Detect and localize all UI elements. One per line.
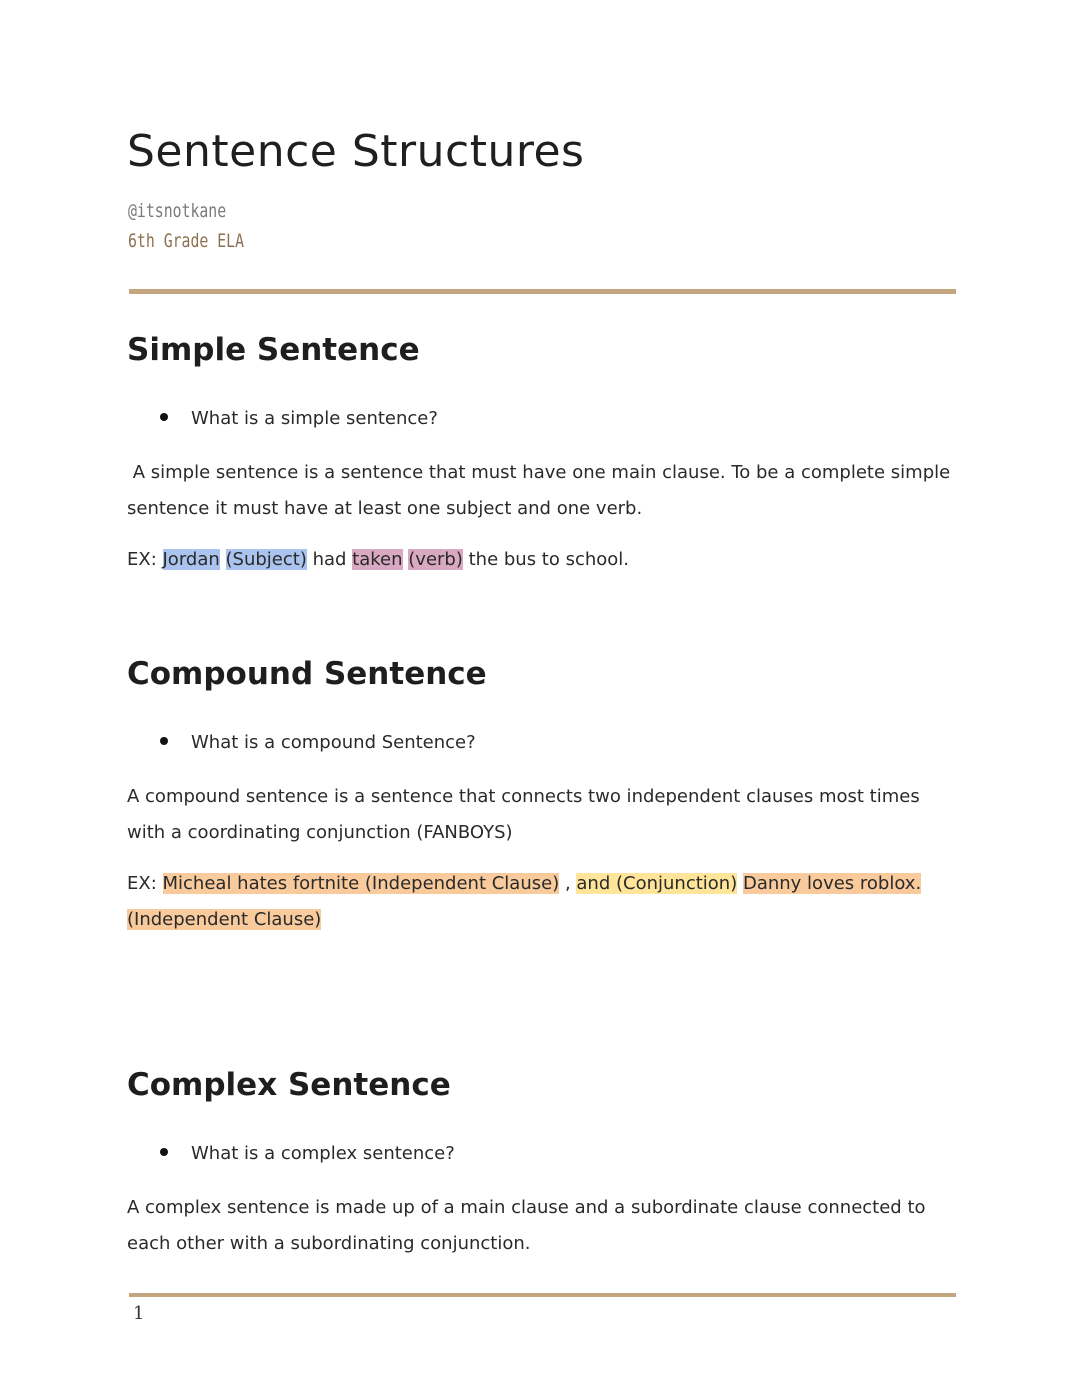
complex-definition — [127, 1190, 957, 1262]
independent-clause-2-label-highlight: (Independent Clause) — [127, 909, 322, 930]
compound-definition-line1: A compound sentence is a sentence that connects two independent clauses most times — [127, 786, 920, 807]
compound-example — [127, 866, 957, 938]
complex-definition-line2: each other with a subordinating conjunction. — [127, 1233, 531, 1254]
complex-question: What is a complex sentence? — [191, 1143, 455, 1164]
author-handle: @itsnotkane — [128, 200, 227, 222]
example-prefix: EX: — [127, 549, 163, 570]
subject-label-highlight: (Subject) — [225, 549, 307, 570]
bullet-icon — [160, 737, 168, 745]
simple-question: What is a simple sentence? — [191, 408, 438, 429]
independent-clause-2-highlight: Danny loves roblox. — [742, 873, 922, 894]
subject-highlight: Jordan — [162, 549, 220, 570]
page-number: 1 — [133, 1303, 145, 1324]
example-comma: , — [559, 873, 577, 894]
simple-definition — [127, 455, 957, 527]
document-title: Sentence Structures — [127, 126, 585, 177]
independent-clause-1-highlight: Micheal hates fortnite (Independent Clause) — [162, 873, 560, 894]
compound-question: What is a compound Sentence? — [191, 732, 476, 753]
compound-definition-line2: with a coordinating conjunction (FANBOYS) — [127, 822, 513, 843]
example-rest: the bus to school. — [462, 549, 630, 570]
simple-example — [127, 542, 957, 578]
simple-definition-line1: A simple sentence is a sentence that must have one main clause. To be a complete simple — [127, 462, 951, 483]
top-divider — [129, 289, 956, 294]
simple-definition-line2: sentence it must have at least one subject and one verb. — [127, 498, 643, 519]
course-label: 6th Grade ELA — [128, 230, 245, 252]
compound-question-bullet — [160, 732, 476, 753]
verb-label-highlight: (verb) — [408, 549, 463, 570]
compound-sentence-heading: Compound Sentence — [127, 656, 487, 692]
verb-highlight: taken — [352, 549, 403, 570]
simple-sentence-heading: Simple Sentence — [127, 332, 420, 368]
compound-definition — [127, 779, 957, 851]
example-had: had — [306, 549, 353, 570]
simple-question-bullet — [160, 408, 438, 429]
bottom-divider — [129, 1293, 956, 1297]
complex-question-bullet — [160, 1143, 455, 1164]
complex-definition-line1: A complex sentence is made up of a main clause and a subordinate clause connected to — [127, 1197, 926, 1218]
bullet-icon — [160, 413, 168, 421]
example-prefix: EX: — [127, 873, 163, 894]
complex-sentence-heading: Complex Sentence — [127, 1067, 451, 1103]
conjunction-highlight: and (Conjunction) — [576, 873, 738, 894]
bullet-icon — [160, 1148, 168, 1156]
